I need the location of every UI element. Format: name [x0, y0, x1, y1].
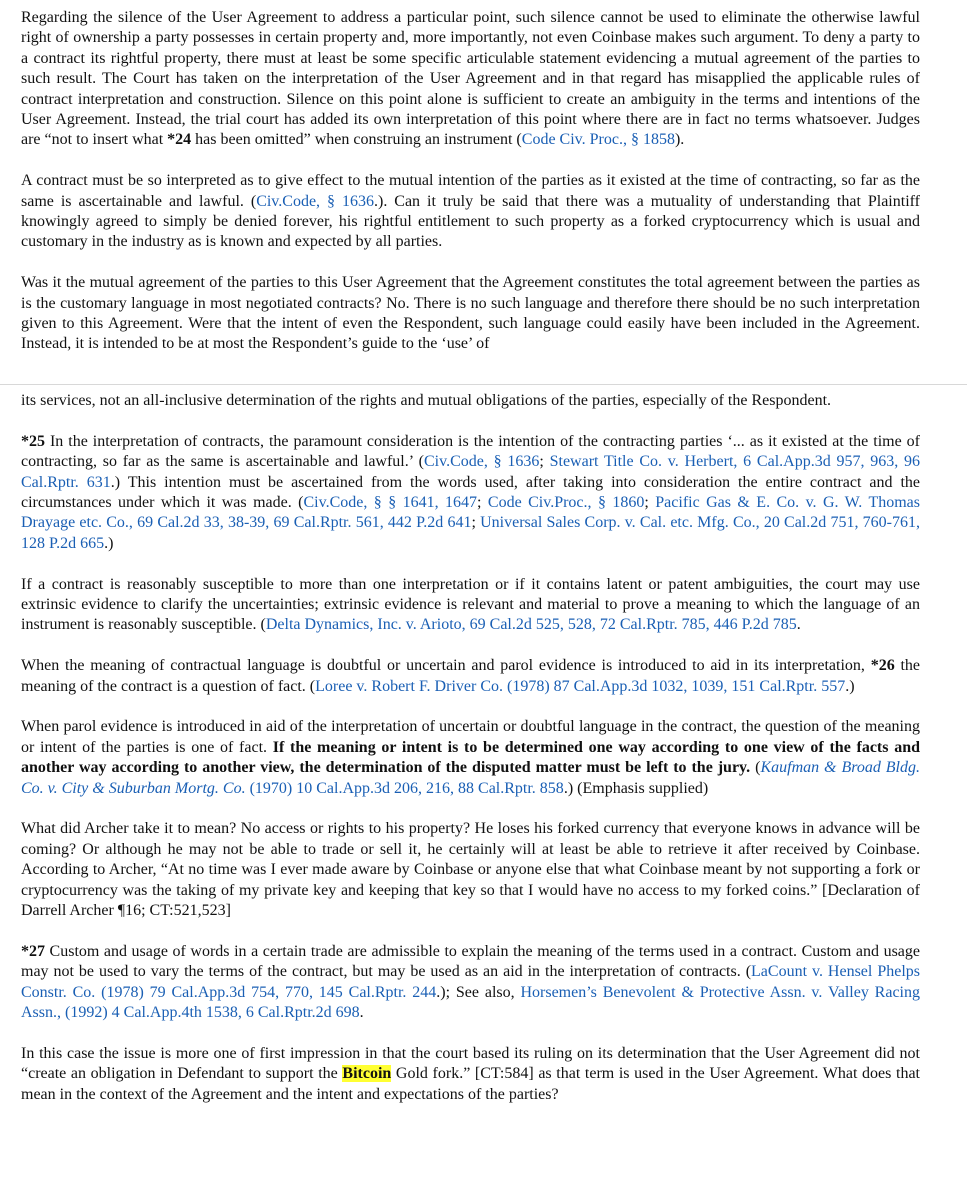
text: its services, not an all-inclusive determination of the rights and mutual obligations of the parties, especially of the Respondent. — [21, 392, 832, 409]
text: Regarding the silence of the User Agreement to address a particular point, such silence cannot be used to eliminate the otherwise lawful right of ownership a party possesses in certain property and, more importantly, not even Coinbase makes such argument. To deny a party to a contract its rightful property, there must at least be some specific articulable statement evidencing a mutual agreement of the parties to such result. The Court has taken on the interpretation of the User Agreement and in that regard has misapplied the applicable rules of contract interpretation and construction. Silence on this point alone is sufficient to create an ambiguity in the terms and intentions of the User Agreement. Instead, the trial court has added its own interpretation of this point where there are in fact no terms whatsoever. Judges are “not to insert what — [21, 9, 920, 149]
paragraph-first-impression — [21, 1044, 920, 1105]
text: In the interpretation of contracts, the paramount consideration is the intention of the contracting parties ‘... as it existed at the time of contracting, so far as the same is ascertainable and lawful.’ ( — [21, 432, 920, 471]
paragraph-archer-meaning — [21, 819, 920, 921]
citation-link[interactable]: Horsemen’s Benevolent & Protective Assn. v. Valley Racing Assn., (1992) 4 Cal.App.4th 1538, 6 Cal.Rptr.2d 698 — [21, 983, 920, 1022]
text: ; — [644, 494, 656, 512]
star-page-marker: *27 — [21, 942, 45, 960]
text: When parol evidence is introduced in aid of the interpretation of uncertain or doubtful language in the contract, the question of the meaning or intent of the parties is one of fact. — [21, 718, 920, 756]
paragraph-mutual-intention — [21, 171, 920, 253]
search-highlight: Bitcoin — [342, 1065, 392, 1083]
case-name: Kaufman & Broad Bldg. Co. v. City & Suburban Mortg. Co. — [21, 759, 921, 797]
page-break-divider — [0, 384, 967, 385]
case-cite: (1970) 10 Cal.App.3d 206, 216, 88 Cal.Rptr. 858 — [245, 779, 564, 797]
paragraph-services-continued — [21, 391, 920, 411]
citation-link[interactable]: Pacific Gas & E. Co. v. G. W. Thomas Drayage etc. Co., 69 Cal.2d 33, 38-39, 69 Cal.Rptr. 561, 442 P.2d 641 — [21, 494, 920, 532]
text: .) This intention must be ascertained from the words used, after taking into consideration the entire contract and the circumstances under which it was made. ( — [21, 473, 920, 512]
citation-link[interactable]: LaCount v. Hensel Phelps Constr. Co. (1978) 79 Cal.App.3d 754, 770, 145 Cal.Rptr. 244 — [21, 963, 920, 1001]
paragraph-parol-evidence — [21, 717, 920, 799]
paragraph-paramount-consideration — [21, 432, 920, 554]
citation-link[interactable]: Stewart Title Co. v. Herbert, 6 Cal.App.3d 957, 963, 96 Cal.Rptr. 631 — [21, 453, 920, 491]
text: Gold fork.” [CT:584] as that term is used in the User Agreement. What does that mean in the context of the Agreement and the intent and expectations of the parties? — [21, 1065, 920, 1103]
text: .) — [845, 677, 855, 695]
star-page-marker: *24 — [167, 131, 192, 149]
citation-link[interactable]: Loree v. Robert F. Driver Co. (1978) 87 Cal.App.3d 1032, 1039, 151 Cal.Rptr. 557 — [315, 677, 846, 695]
citation-link[interactable]: Civ.Code, § 1636 — [423, 453, 540, 471]
text: .). Can it truly be said that there was a mutuality of understanding that Plaintiff knowingly agreed to simply be denied forever, his rightful entitlement to such property as a forked cryptocurrency which is usual and customary in the industry as is known and expected by all parties. — [21, 192, 921, 251]
paragraph-total-agreement — [21, 273, 920, 355]
text: . — [359, 1004, 364, 1022]
text: ). — [674, 131, 685, 149]
text: A contract must be so interpreted as to give effect to the mutual intention of the parties as it existed at the time of contracting, so far as the same is ascertainable and lawful. ( — [21, 172, 920, 210]
citation-link[interactable]: Code Civ.Proc., § 1860 — [487, 494, 645, 512]
text: In this case the issue is more one of first impression in that the court based its ruling on its determination that the User Agreement did not “create an obligation in Defendant to support the — [21, 1044, 920, 1083]
paragraph-silence-of-agreement — [21, 8, 920, 151]
text: Custom and usage of words in a certain trade are admissible to explain the meaning of the terms used in a contract. Custom and usage may not be used to vary the terms of the contract, but may be used as an aid in the interpretation of contracts. ( — [21, 942, 920, 981]
text: ; — [477, 494, 488, 512]
text: .) — [104, 534, 114, 552]
text: . — [796, 616, 801, 634]
text: the meaning of the contract is a question of fact. ( — [21, 657, 920, 695]
emphasized-text: If the meaning or intent is to be determined one way according to one view of the facts and another way according to another view, the determination of the disputed matter must be left to the jury. — [21, 738, 920, 777]
text: ; — [539, 453, 550, 471]
paragraph-question-of-fact — [21, 656, 920, 697]
text: has been omitted” when construing an instrument ( — [191, 131, 522, 149]
document-page-bottom — [21, 391, 920, 1126]
citation-link[interactable]: Civ.Code, § 1636 — [256, 192, 374, 210]
citation-link[interactable]: Code Civ. Proc., § 1858 — [521, 131, 675, 149]
text: What did Archer take it to mean? No access or rights to his property? He loses his forked currency that everyone knows in advance will be coming? Or although he may not be able to trade or sell it, he certainly will at least be able to retrieve it after received by Coinbase. According to Archer, “At no time was I ever made aware by Coinbase or anyone else that what Coinbase meant by not supporting a fork or cryptocurrency was the taking of my private key and keeping that key so that I would have no access to my forked coins.” [Declaration of Darrell Archer ¶16; CT:521,523] — [21, 820, 920, 920]
paragraph-custom-and-usage — [21, 942, 920, 1024]
text: Was it the mutual agreement of the parties to this User Agreement that the Agreement constitutes the total agreement between the parties as is the customary language in most negotiated contracts? No. There is no such language and therefore there should be no such interpretation given to this Agreement. Were that the intent of even the Respondent, such language could easily have been included in the Agreement. Instead, it is intended to be at most the Respondent’s guide to the ‘use’ of — [21, 274, 920, 353]
text: ( — [750, 759, 761, 777]
text: If a contract is reasonably susceptible to more than one interpretation or if it contains latent or patent ambiguities, the court may use extrinsic evidence to clarify the uncertainties; extrinsic evidence is relevant and material to prove a meaning to which the language of an instrument is reasonably susceptible. ( — [21, 575, 920, 634]
text: ; — [471, 514, 481, 532]
star-page-marker: *25 — [21, 432, 45, 450]
citation-link[interactable]: Universal Sales Corp. v. Cal. etc. Mfg. Co., 20 Cal.2d 751, 760-761, 128 P.2d 665 — [21, 514, 920, 552]
paragraph-extrinsic-evidence — [21, 575, 920, 636]
citation-link[interactable]: Delta Dynamics, Inc. v. Arioto, 69 Cal.2d 525, 528, 72 Cal.Rptr. 785, 446 P.2d 785 — [265, 616, 797, 634]
text: .) (Emphasis supplied) — [563, 779, 709, 797]
star-page-marker: *26 — [870, 657, 895, 675]
text: .); See also, — [436, 983, 521, 1001]
document-page-top — [21, 8, 920, 375]
text: When the meaning of contractual language is doubtful or uncertain and parol evidence is introduced to aid in its interpretation, — [21, 657, 871, 675]
citation-link[interactable]: Civ.Code, § § 1641, 1647 — [303, 494, 478, 512]
